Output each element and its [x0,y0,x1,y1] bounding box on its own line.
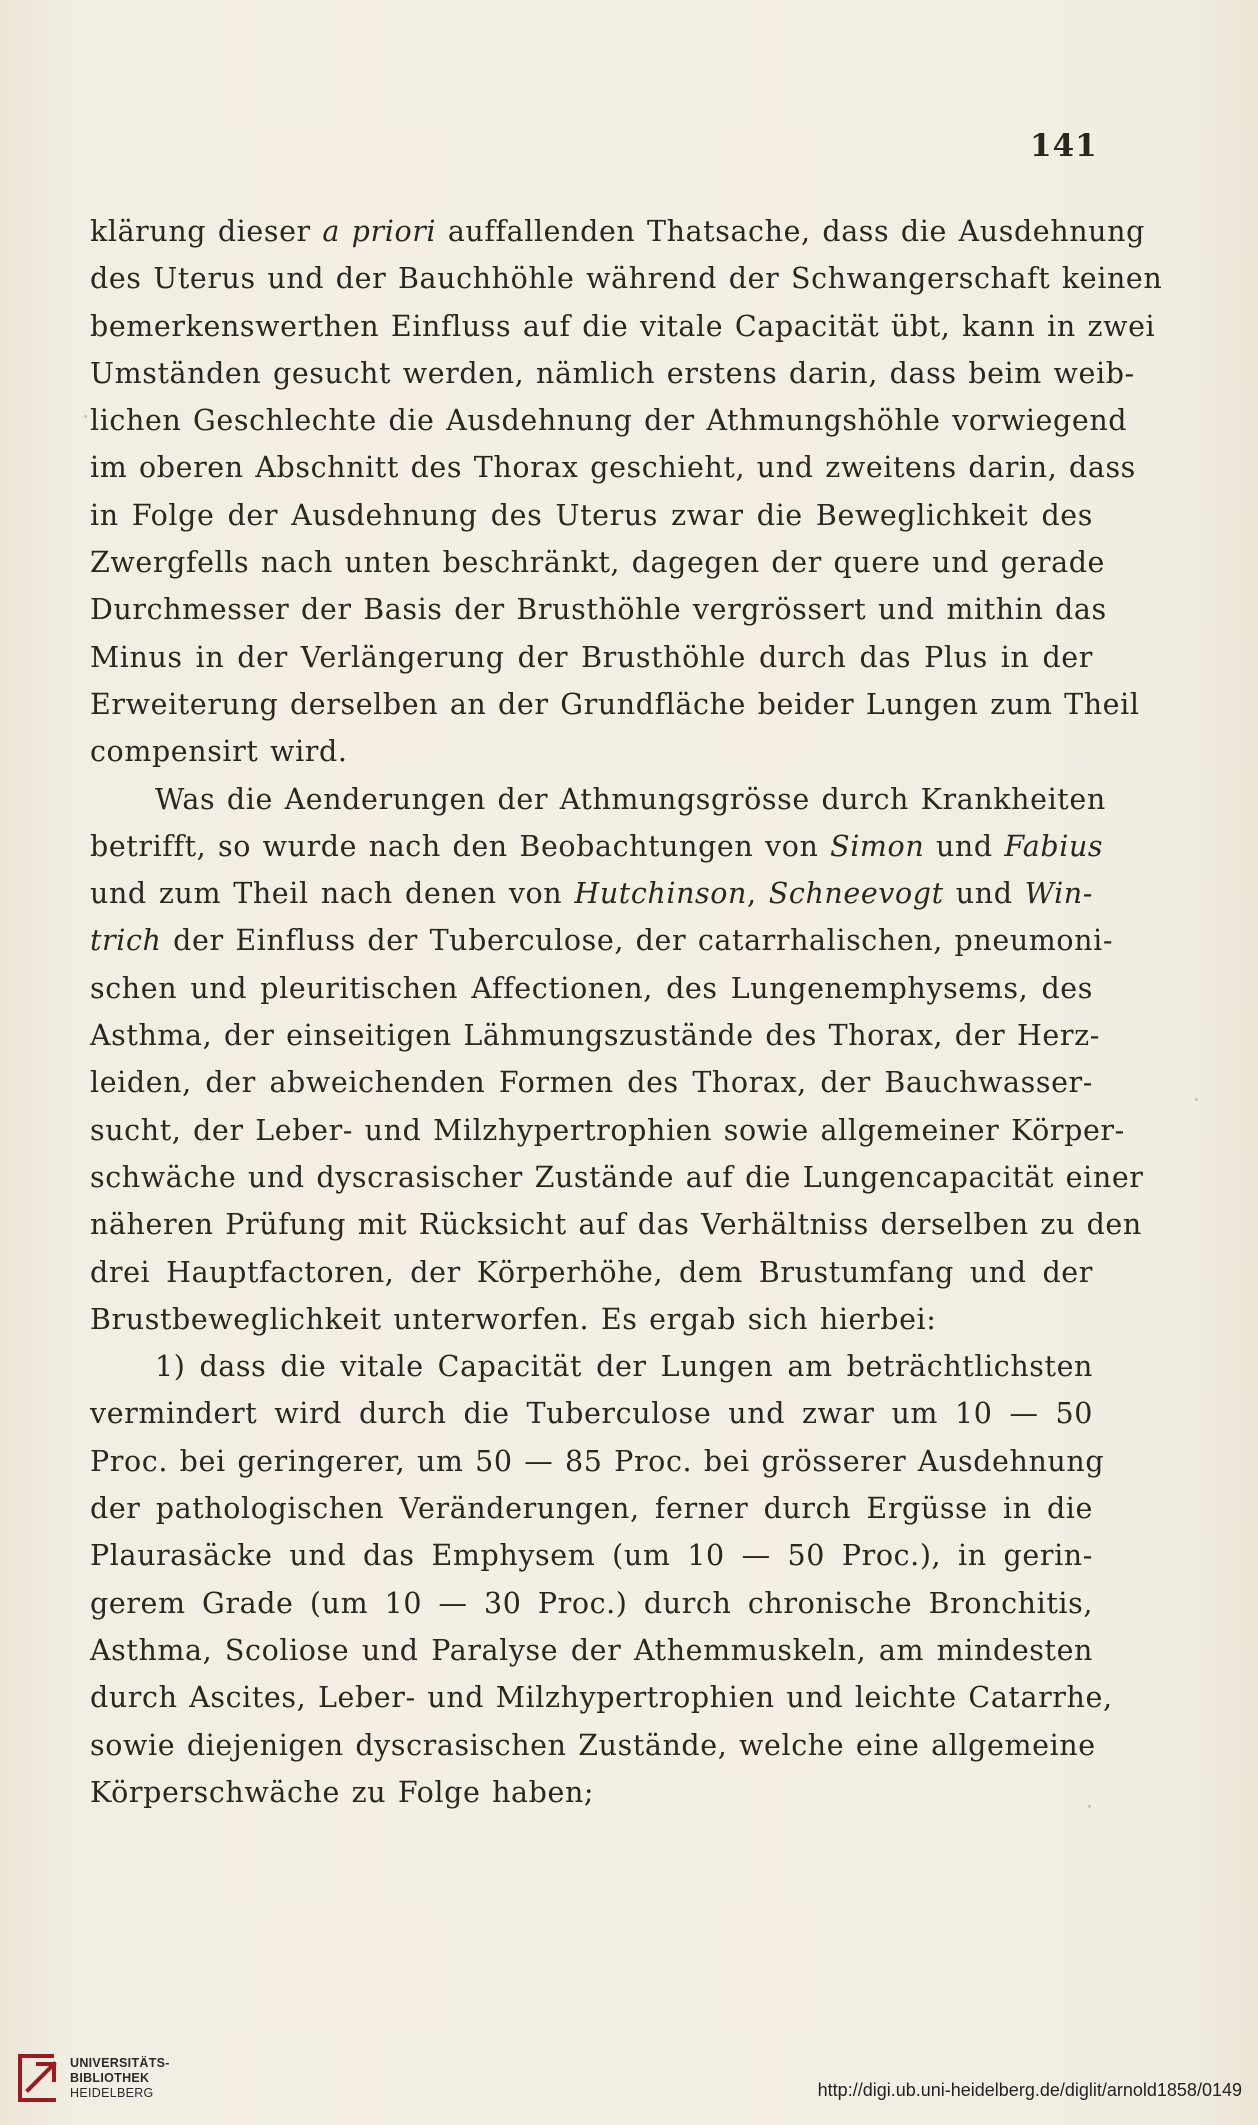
text-run: Asthma, der einseitigen Lähmungszustände des Thorax, der Herz- [90,1019,1100,1053]
text-run: der pathologischen Veränderungen, ferner durch Ergüsse in die [90,1492,1093,1526]
library-name-line-3: HEIDELBERG [70,2086,154,2100]
text-line [90,1154,1144,1201]
text-run: und [943,877,1025,911]
text-line [90,1249,1093,1296]
text-run: bemerkenswerthen Einfluss auf die vitale Capacität übt, kann in zwei [90,309,1156,343]
text-line [90,350,1135,397]
text-run: im oberen Abschnitt des Thorax geschieht, und zweitens darin, dass [90,451,1136,485]
text-run: auffallenden Thatsache, dass die Ausdehnung [436,215,1145,248]
text-run: sucht, der Leber- und Milzhypertrophien sowie allgemeiner Körper- [90,1113,1125,1147]
text-line [90,776,1106,823]
library-name-line-1: UNIVERSITÄTS- [70,2056,170,2070]
text-line [90,1438,1105,1485]
italic-name: trich [90,924,162,958]
text-run: Erweiterung derselben an der Grundfläche beider Lungen zum Theil [90,687,1140,721]
text-line [90,728,1093,775]
heidelberg-library-logo-icon [14,2050,62,2106]
text-run: sowie diejenigen dyscrasischen Zustände, welche eine allgemeine [90,1728,1096,1762]
text-line [90,397,1128,444]
text-run: und [924,829,1005,863]
text-line [90,208,1145,255]
text-line [90,1580,1093,1627]
text-line [90,1343,1093,1390]
page-number: 141 [1030,128,1098,164]
text-line [90,1201,1142,1248]
library-name-line-2: BIBLIOTHEK [70,2071,150,2085]
text-run: , [746,877,769,911]
text-line [90,539,1106,586]
text-run: klärung dieser [90,215,323,248]
text-run: compensirt wird. [90,735,348,769]
text-run: näheren Prüfung mit Rücksicht auf das Verhältniss derselben zu den [90,1208,1142,1242]
text-line [90,444,1136,491]
text-run: betrifft, so wurde nach den Beobachtungen von [90,829,831,863]
text-line [90,492,1093,539]
text-line [90,634,1093,681]
text-line [90,917,1114,964]
text-run: schwäche und dyscrasischer Zustände auf die Lungencapacität einer [90,1160,1144,1194]
italic-name: Fabius [1004,829,1104,863]
text-run: Asthma, Scoliose und Paralyse der Athemmuskeln, am mindesten [90,1633,1093,1667]
text-run: vermindert wird durch die Tuberculose und zwar um 10 — 50 [90,1397,1093,1431]
text-run: leiden, der abweichenden Formen des Thorax, der Bauchwasser- [90,1066,1093,1100]
text-run: drei Hauptfactoren, der Körperhöhe, dem Brustumfang und der [90,1255,1093,1289]
italic-name: a priori [322,215,437,248]
text-line [90,1059,1093,1106]
text-run: lichen Geschlechte die Ausdehnung der Athmungshöhle vorwiegend [90,404,1128,438]
text-line [90,1627,1093,1674]
text-run: Proc. bei geringerer, um 50 — 85 Proc. bei grösserer Ausdehnung [90,1444,1105,1478]
text-line [90,255,1163,302]
text-line [90,1390,1093,1437]
text-run: schen und pleuritischen Affectionen, des Lungenemphysems, des [90,971,1093,1005]
text-run: Zwergfells nach unten beschränkt, dagegen der quere und gerade [90,546,1106,580]
text-run: Durchmesser der Basis der Brusthöhle vergrössert und mithin das [90,593,1107,627]
text-run: in Folge der Ausdehnung des Uterus zwar die Beweglichkeit des [90,498,1093,532]
text-line [90,870,1093,917]
text-line [90,1532,1093,1579]
text-run: Umständen gesucht werden, nämlich erstens darin, dass beim weib- [90,356,1135,390]
text-run: Körperschwäche zu Folge haben; [90,1775,595,1809]
text-run: 1) dass die vitale Capacität der Lungen am beträchtlichsten [155,1350,1093,1384]
text-run: Brustbeweglichkeit unterworfen. Es ergab sich hierbei: [90,1302,937,1336]
text-run: und zum Theil nach denen von [90,877,575,911]
text-run: der Einfluss der Tuberculose, der catarrhalischen, pneumoni- [161,924,1114,958]
library-logo[interactable] [14,2050,184,2106]
body-text [90,208,1163,1816]
italic-name: Win- [1024,877,1093,911]
text-run: Plaurasäcke und das Emphysem (um 10 — 50 Proc.), in gerin- [90,1539,1093,1573]
text-line [90,303,1156,350]
italic-name: Schneevogt [768,877,944,911]
text-run: Minus in der Verlängerung der Brusthöhle durch das Plus in der [90,640,1093,674]
text-run: durch Ascites, Leber- und Milzhypertrophien und leichte Catarrhe, [90,1681,1113,1715]
text-line [90,1769,1093,1816]
text-line [90,965,1093,1012]
text-line [90,586,1107,633]
source-url[interactable]: http://digi.ub.uni-heidelberg.de/diglit/arnold1858/0149 [817,2080,1242,2100]
text-line [90,1012,1100,1059]
text-line [90,1674,1113,1721]
text-line [90,1296,1093,1343]
text-line [90,1107,1125,1154]
italic-name: Hutchinson [574,877,747,911]
text-line [90,823,1104,870]
text-line [90,1485,1093,1532]
italic-name: Simon [830,829,925,863]
text-run: gerem Grade (um 10 — 30 Proc.) durch chronische Bronchitis, [90,1586,1093,1620]
text-run: Was die Aenderungen der Athmungsgrösse durch Krankheiten [155,782,1106,816]
text-line [90,1722,1096,1769]
text-run: des Uterus und der Bauchhöhle während der Schwangerschaft keinen [90,262,1163,296]
text-line [90,681,1140,728]
